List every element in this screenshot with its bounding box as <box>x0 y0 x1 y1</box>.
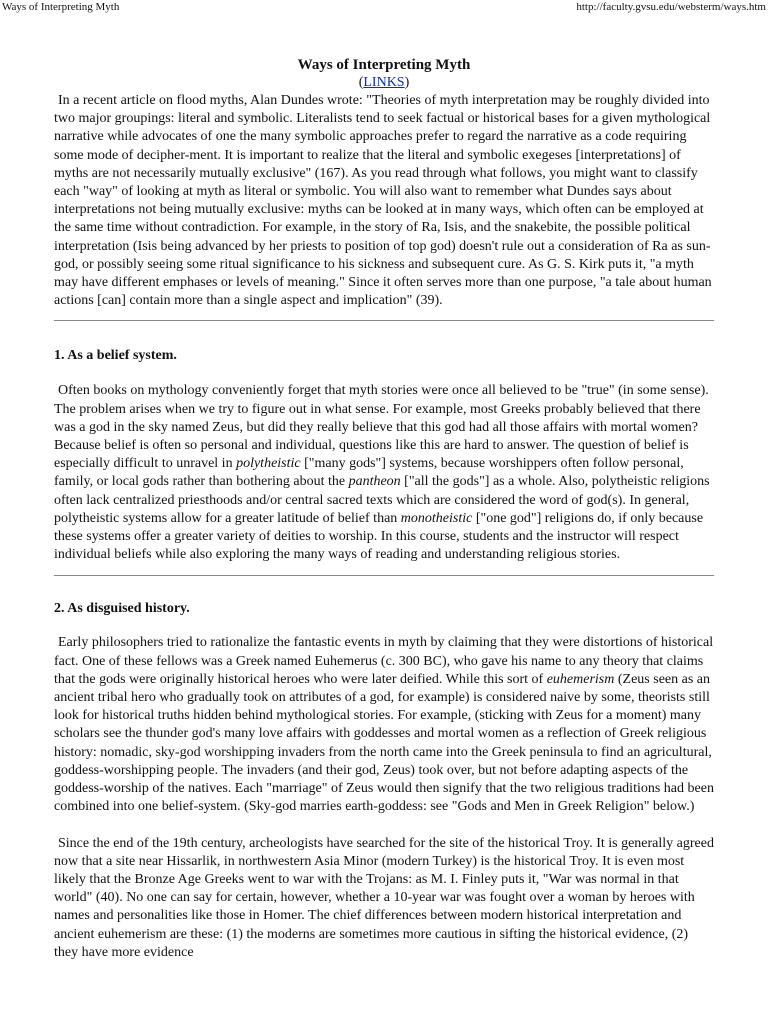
print-header-url: http://faculty.gvsu.edu/websterm/ways.htm <box>576 1 766 13</box>
term-monotheistic: monotheistic <box>400 510 473 526</box>
page-title: Ways of Interpreting Myth <box>297 57 471 73</box>
term-euhemerism: euhemerism <box>546 671 615 687</box>
section-1-text-b: ["many gods"] systems, because worshippers often follow personal, family, or local gods rather than bothering about the <box>54 456 684 490</box>
section-1-text-c: ["all the gods"] as a whole. Also, polytheistic religions often lack centralized priesthoods and/or central sacred texts which are considered the word of god(s). In general, polytheistic systems allow for a greater latitude of belief than <box>54 474 710 526</box>
term-polytheistic: polytheistic <box>236 456 301 472</box>
section-divider-1 <box>54 320 714 321</box>
intro-paragraph: In a recent article on flood myths, Alan Dundes wrote: "Theories of myth interpretation may be roughly divided into two major groupings: literal and symbolic. Literalists tend to seek factual or historical bases for a given mythological narrative while advocates of one the many symbolic approaches prefer to regard the narrative as a code requiring some mode of decipher-ment. It is important to realize that the literal and symbolic exegeses [interpretations] of myths are not necessarily mutually exclusive" (167). As you read through what follows, you might want to classify each "way" of looking at myth as literal or symbolic. You will also want to remember what Dundes says about interpretations not being mutually exclusive: myths can be looked at in many ways, which often can be employed at the same time without contradiction. For example, in the story of Ra, Isis, and the snakebite, the possible political interpretation (Isis being advanced by her priests to position of top god) doesn't rule out a consideration of Ra as sun-god, or possibly seeing some ritual significance to his sickness and subsequent cure. As G. S. Kirk puts it, "a myth may have different emphases or levels of meaning." Since it often serves more than one purpose, "a tale about human actions [can] contain more than a single aspect and implication" (39). <box>54 93 712 309</box>
section-2-heading: 2. As disguised history. <box>54 601 190 617</box>
section-1-text-a: Often books on mythology conveniently forget that myth stories were once all believed to be "true" (in some sense). The problem arises when we try to figure out in what sense. For example, most Greeks probably believed that there was a god in the sky named Zeus, but did they really believe that this god had all those affairs with mortal women? Because belief is often so personal and individual, questions like this are hard to answer. The question of belief is especially difficult to unravel in <box>54 383 709 472</box>
links-open-paren: ( <box>358 75 364 90</box>
section-2-text-b: (Zeus seen as an ancient tribal hero who gradually took on attributes of a god, for example) is considered naive by some, theorists still look for historical truths hidden behind mythological stories. For example, (sticking with Zeus for a moment) many scholars see the thunder god's many love affairs with goddesses and mortal women as a reflection of Greek religious history: nomadic, sky-god worshipping invaders from the north came into the Greek peninsula to find an agricultural, goddess-worshipping people. The invaders (and their god, Zeus) took over, but not before adapting aspects of the goddess-worship of the natives. Each "marriage" of Zeus would then signify that the two religious traditions had been combined into one belief-system. (Sky-god marries earth-goddess: see "Gods and Men in Greek Religion" below.) <box>54 671 714 815</box>
links-line <box>54 74 714 91</box>
section-2-paragraph-1 <box>54 634 714 816</box>
section-1-text-d: ["one god"] religions do, if only because these systems offer a greater variety of deities to worship. In this course, students and the instructor will respect individual beliefs while also exploring the many ways of reading and understanding religious stories. <box>54 510 704 563</box>
section-1-heading: 1. As a belief system. <box>54 348 177 364</box>
term-pantheon: pantheon <box>348 474 401 490</box>
section-divider-2 <box>54 575 714 576</box>
section-2-paragraph-2: Since the end of the 19th century, archeologists have searched for the site of the historical Troy. It is generally agreed now that a site near Hissarlik, in northwestern Asia Minor (modern Turkey) is the historical Troy. It is even most likely that the Bronze Age Greeks went to war with the Trojans: as M. I. Finley puts it, "War was normal in that world" (40). No one can say for certain, however, whether a 10-year war was fought over a woman by heroes with names and personalities like those in Homer. The chief differences between modern historical interpretation and ancient euhemerism are these: (1) the moderns are sometimes more cautious in sifting the historical evidence, (2) they have more evidence <box>54 835 714 960</box>
section-2-text-a: Early philosophers tried to rationalize the fantastic events in myth by claiming that they were distortions of historical fact. One of these fellows was a Greek named Euhemerus (c. 300 BC), who gave his name to any theory that claims that the gods were originally historical heroes who were later deified. While this sort of <box>54 635 714 687</box>
links-close-paren: ) <box>404 75 410 90</box>
links-link[interactable]: LINKS <box>363 75 405 90</box>
print-header-title: Ways of Interpreting Myth <box>2 1 120 13</box>
document-body <box>54 56 714 962</box>
section-1-paragraph <box>54 382 714 564</box>
print-header <box>0 0 768 16</box>
